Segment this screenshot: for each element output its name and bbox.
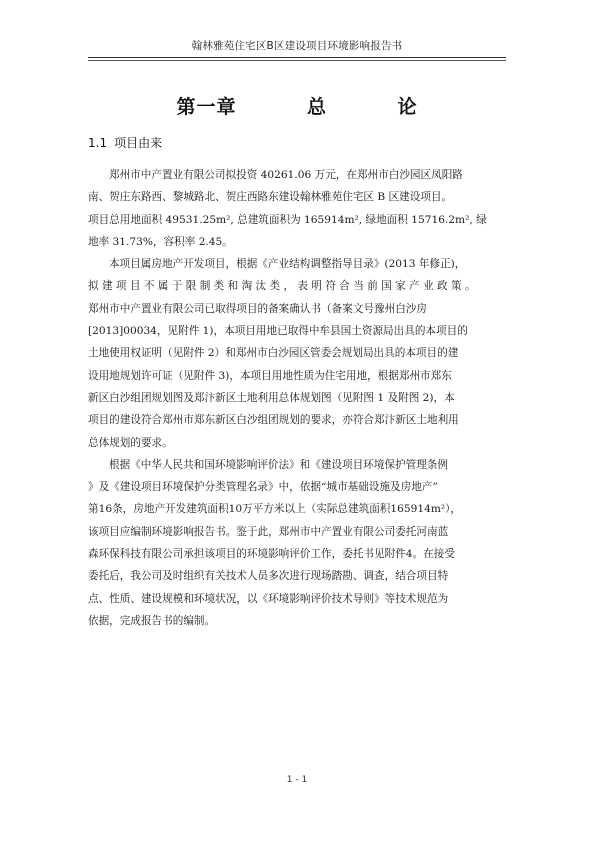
body-text (88, 164, 506, 632)
paragraph-1 (88, 164, 506, 253)
header-rule-thin (88, 60, 506, 61)
section-number: 1.1 (88, 136, 108, 150)
text-line: 设用地规划许可证（见附件 3)，本项目用地性质为住宅用地，根据郑州市郑东 (88, 369, 452, 382)
text-line: 第16条，房地产开发建筑面积10万平方米以上（实际总建筑面积165914m²）， (88, 503, 462, 516)
text-line: 点、性质、建设规模和环境状况，以《环境影响评价技术导则》等技术规范为 (88, 592, 449, 605)
text-line: 》及《建设项目环境保护分类管理名录》中，依据“城市基础设施及房地产” (88, 481, 438, 494)
text-line: 森环保科技有限公司承担该项目的环境影响评价工作，委托书见附件4。在接受 (88, 548, 455, 561)
text-line: 项目的建设符合郑州市郑东新区白沙组团规划的要求，亦符合郑汴新区土地利用 (88, 414, 459, 427)
text-line: 本项目属房地产开发项目，根据《产业结构调整指导目录》(2013 年修正)， (109, 258, 466, 271)
page-number: 1 - 1 (286, 775, 308, 785)
text-line: 根据《中华人民共和国环境影响评价法》和《建设项目环境保护管理条例 (109, 458, 448, 471)
header-rule (88, 57, 506, 58)
text-line: 项目总用地面积 49531.25m², 总建筑面积为 165914m², 绿地面积 15716.2m², 绿 (88, 213, 487, 226)
text-line: 拟 建 项 目 不 属 于 限 制 类 和 淘 汰 类 ， 表 明 符 合 当 前 国 家 产 业 政 策 。 (88, 280, 476, 293)
text-line: 土地使用权证明（见附件 2）和郑州市白沙园区管委会规划局出具的本项目的建 (88, 347, 459, 360)
text-line: 地率 31.73%，容积率 2.45。 (88, 235, 233, 248)
running-header: 翰林雅苑住宅区B区建设项目环境影响报告书 (191, 40, 403, 52)
chapter-title: 第一章 总 论 (176, 96, 418, 118)
text-line: 委托后，我公司及时组织有关技术人员多次进行现场踏勘、调查，结合项目特 (88, 570, 449, 583)
text-line: 该项目应编制环境影响报告书。鉴于此，郑州市中产置业有限公司委托河南蓝 (88, 525, 449, 538)
paragraph-2 (88, 253, 506, 454)
section-title: 项目由来 (114, 136, 163, 150)
paragraph-3 (88, 454, 506, 632)
text-line: 新区白沙组团规划图及郑汴新区土地利用总体规划图（见附图 1 及附图 2)，本 (88, 391, 455, 404)
text-line: 郑州市中产置业有限公司已取得项目的备案确认书（备案文号豫州白沙房 (88, 302, 427, 315)
text-line: 南、贺庄东路西、黎城路北、贺庄西路东建设翰林雅苑住宅区 B 区建设项目。 (88, 191, 453, 204)
section-heading (88, 134, 162, 151)
text-line: 依据，完成报告书的编制。 (88, 614, 216, 627)
text-line: [2013]00034，见附件 1)，本项目用地已取得中牟县国土资源局出具的本项目的 (88, 325, 468, 338)
text-line: 总体规划的要求。 (88, 436, 173, 449)
text-line: 郑州市中产置业有限公司拟投资 40261.06 万元，在郑州市白沙园区凤阳路 (109, 169, 463, 181)
